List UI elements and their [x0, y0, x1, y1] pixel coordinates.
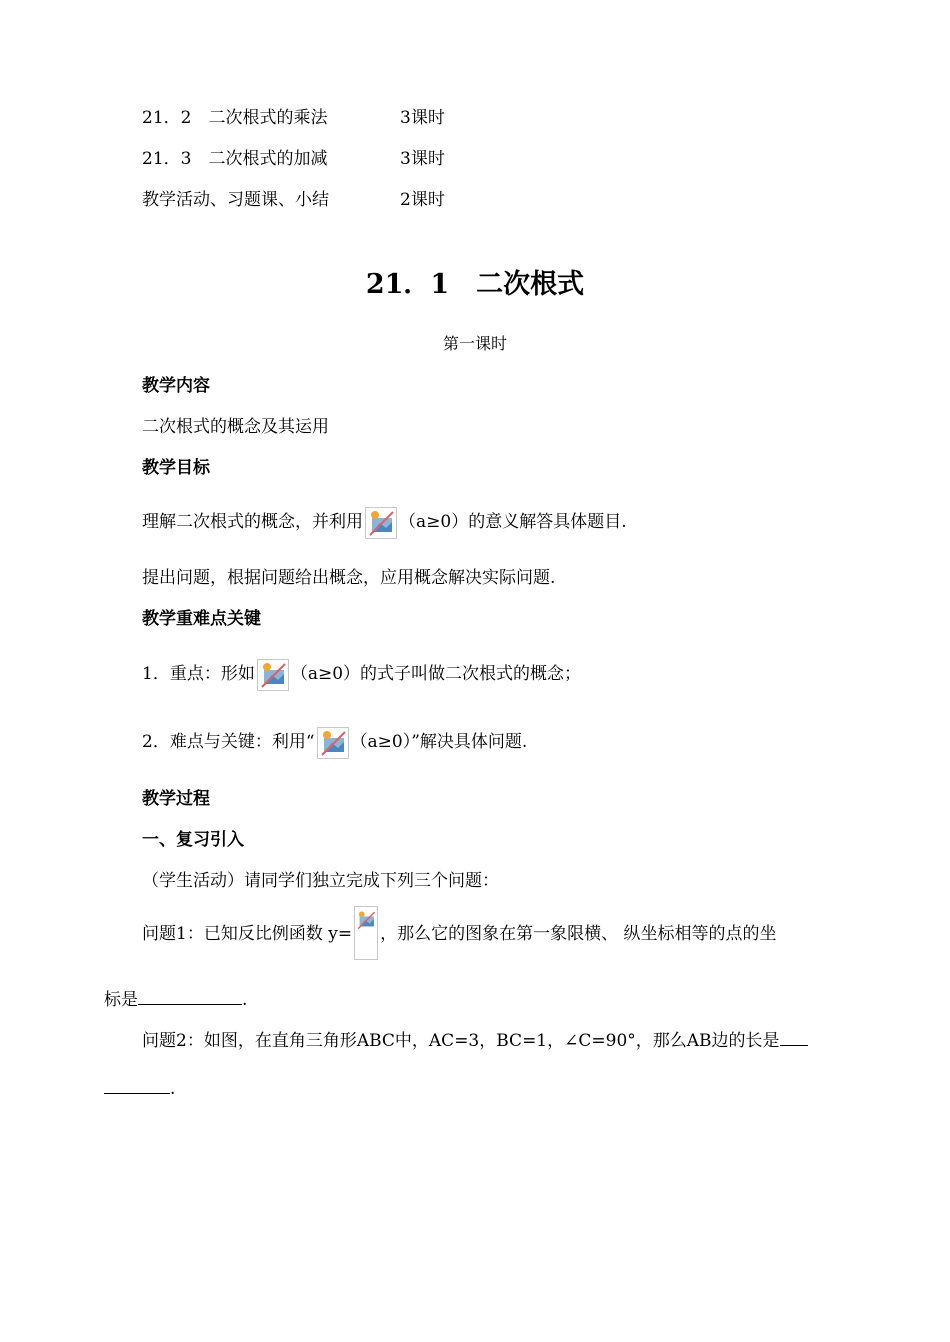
key-point-2-text: 2．难点与关键：利用“: [142, 732, 315, 752]
goal-heading: 教学目标: [142, 458, 210, 478]
goal-line-1: [142, 504, 627, 540]
key-heading: 教学重难点关键: [142, 609, 261, 629]
lesson-subtitle: 第一课时: [442, 334, 507, 353]
goal-line-1-tail: （a≥0）的意义解答具体题目.: [399, 512, 627, 532]
answer-blank[interactable]: [104, 1075, 170, 1094]
question-1-cont-text: 标是: [104, 990, 138, 1010]
question-1-cont: [104, 986, 247, 1012]
goal-line-2: 提出问题，根据问题给出概念，应用概念解决实际问题.: [142, 568, 556, 588]
schedule-row: [142, 147, 327, 171]
question-1-text: 问题1：已知反比例函数 y=: [142, 924, 353, 944]
schedule-row: [142, 188, 329, 212]
schedule-hours: 2课时: [400, 190, 445, 210]
content-text: 二次根式的概念及其运用: [142, 417, 329, 437]
schedule-section: 21．2 二次根式的乘法: [142, 108, 328, 128]
question-2: [142, 1027, 808, 1053]
question-2-text: 问题2：如图，在直角三角形ABC中，AC=3，BC=1，∠C=90°，那么AB边的长是: [142, 1031, 780, 1051]
content-heading: 教学内容: [142, 376, 210, 396]
goal-line-1-text: 理解二次根式的概念，并利用: [142, 512, 363, 532]
activity-text: （学生活动）请同学们独立完成下列三个问题：: [142, 871, 499, 891]
key-point-2: [142, 724, 527, 760]
key-point-1: [142, 656, 581, 692]
question-1-tail: ，那么它的图象在第一象限横、 纵坐标相等的点的坐: [380, 924, 777, 944]
answer-blank[interactable]: [138, 986, 242, 1005]
question-2-end: .: [170, 1079, 176, 1099]
schedule-hours: 3课时: [400, 108, 445, 128]
lesson-title: 21．1 二次根式: [365, 269, 585, 300]
key-point-1-tail: （a≥0）的式子叫做二次根式的概念；: [290, 664, 582, 684]
review-heading: 一、复习引入: [142, 830, 244, 850]
schedule-section: 21．3 二次根式的加减: [142, 149, 328, 169]
answer-blank[interactable]: [780, 1027, 808, 1046]
broken-image-icon: [257, 659, 289, 691]
broken-image-icon: [354, 906, 378, 960]
schedule-section: 教学活动、习题课、小结: [142, 190, 329, 210]
question-1: [142, 906, 776, 962]
schedule-row: [142, 106, 327, 130]
broken-image-icon: [365, 507, 397, 539]
question-1-end: .: [242, 990, 248, 1010]
key-point-1-text: 1．重点：形如: [142, 664, 255, 684]
broken-image-icon: [317, 727, 349, 759]
question-2-cont: [104, 1075, 175, 1101]
process-heading: 教学过程: [142, 789, 210, 809]
key-point-2-tail: （a≥0）”解决具体问题.: [350, 732, 528, 752]
schedule-hours: 3课时: [400, 149, 445, 169]
